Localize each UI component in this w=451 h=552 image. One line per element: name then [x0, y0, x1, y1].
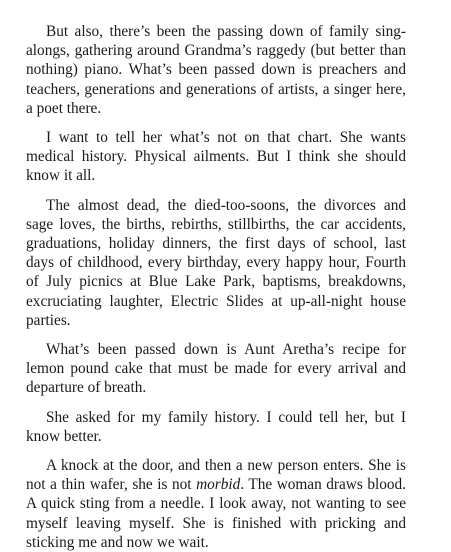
paragraph-2: I want to tell her what’s not on that chart. She wants medical history. Physical ailments. But I think she should know it all.	[26, 129, 406, 185]
paragraph-1: But also, there’s been the passing down of family sing-alongs, gathering around Grandma’s raggedy (but better than nothing) piano. What’s been passed down is preachers and teachers, generations and generations of artists, a singer here, a poet there.	[26, 23, 406, 117]
paragraph-6	[26, 456, 406, 552]
paragraph-5: She asked for my family history. I could tell her, but I know better.	[26, 408, 406, 445]
paragraph-6-part-1: A knock at the door, and then a new person enters. She is not a thin wafer, she is not	[26, 457, 406, 494]
paragraph-4: What’s been passed down is Aunt Aretha’s recipe for lemon pound cake that must be made for every arrival and departure of breath.	[26, 341, 406, 397]
paragraph-6-emphasis: morbid	[196, 476, 241, 494]
document-page	[26, 22, 406, 552]
paragraph-3: The almost dead, the died-too-soons, the divorces and sage loves, the births, rebirths, stillbirths, the car accidents, graduations, holiday dinners, the first days of school, last days of childhood, every birthday, every happy hour, Fourth of July picnics at Blue Lake Park, baptisms, breakdowns, excruciating laughter, Electric Slides at up-all-night house parties.	[26, 196, 406, 329]
paragraph-6-part-2: . The woman draws blood. A quick sting from a needle. I look away, not wanting to see myself leaving myself. She is finished with pricking and sticking me and now we wait.	[26, 476, 406, 551]
